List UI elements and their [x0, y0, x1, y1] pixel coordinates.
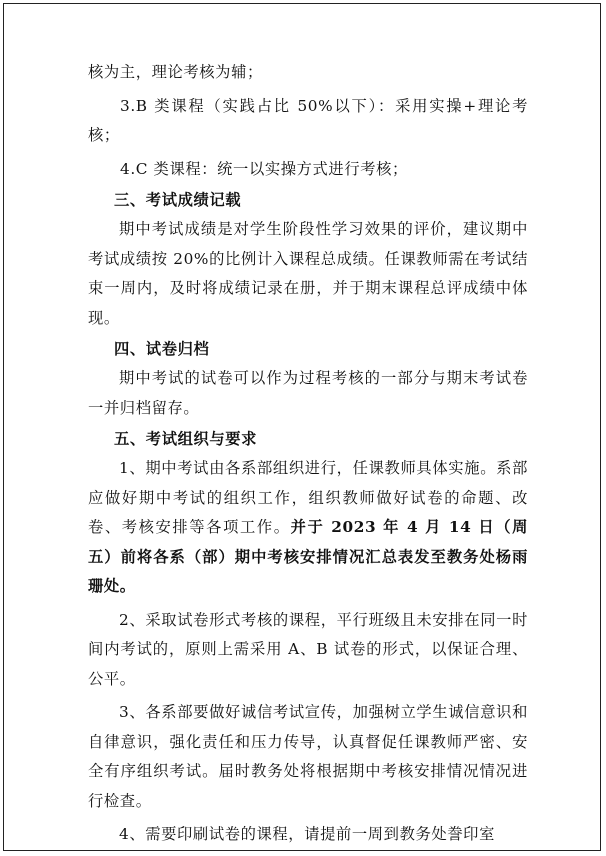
paragraph-organization-4: 4、需要印刷试卷的课程，请提前一周到教务处誊印室	[119, 825, 495, 843]
paragraph-organization-1-deadline: 并于 2023 年 4 月 14 日（周五）前将各系（部）期中考核安排情况汇总表发至教务处杨雨珊处。	[88, 518, 528, 595]
continuation-line: 核为主，理论考核为辅；	[88, 63, 263, 81]
paragraph-organization-2: 2、采取试卷形式考核的课程，平行班级且未安排在同一时间内考试的，原则上需采用 A、B 试卷的形式，以保证合理、公平。	[88, 610, 528, 688]
section-heading-organization: 五、考试组织与要求	[114, 430, 258, 448]
section-heading-archive: 四、试卷归档	[114, 340, 210, 358]
paragraph-organization-1-text: 1、期中考试由各系部组织进行，任课教师具体实施。系部应做好期中考试的组织工作，组织教师做好试卷的命题、改卷、考核安排等各项工作。	[88, 459, 528, 536]
section-heading-grades: 三、考试成绩记载	[114, 191, 242, 209]
paragraph-archive: 期中考试的试卷可以作为过程考核的一部分与期末考试卷一并归档留存。	[88, 369, 528, 417]
document-body	[88, 58, 528, 850]
paragraph-grades: 期中考试成绩是对学生阶段性学习效果的评价，建议期中考试成绩按 20%的比例计入课程总成绩。任课教师需在考试结束一周内，及时将成绩记录在册，并于期末课程总评成绩中体现。	[88, 220, 528, 327]
paragraph-organization-1	[88, 454, 528, 602]
paragraph-organization-3: 3、各系部要做好诚信考试宣传，加强树立学生诚信意识和自律意识，强化责任和压力传导，认真督促任课教师严密、安全有序组织考试。届时教务处将根据期中考核安排情况情况进行检查。	[88, 703, 528, 810]
list-item-b-courses: 3.B 类课程（实践占比 50%以下）：采用实操+理论考核；	[88, 96, 528, 144]
list-item-c-courses: 4.C 类课程：统一以实操方式进行考核；	[120, 159, 408, 178]
